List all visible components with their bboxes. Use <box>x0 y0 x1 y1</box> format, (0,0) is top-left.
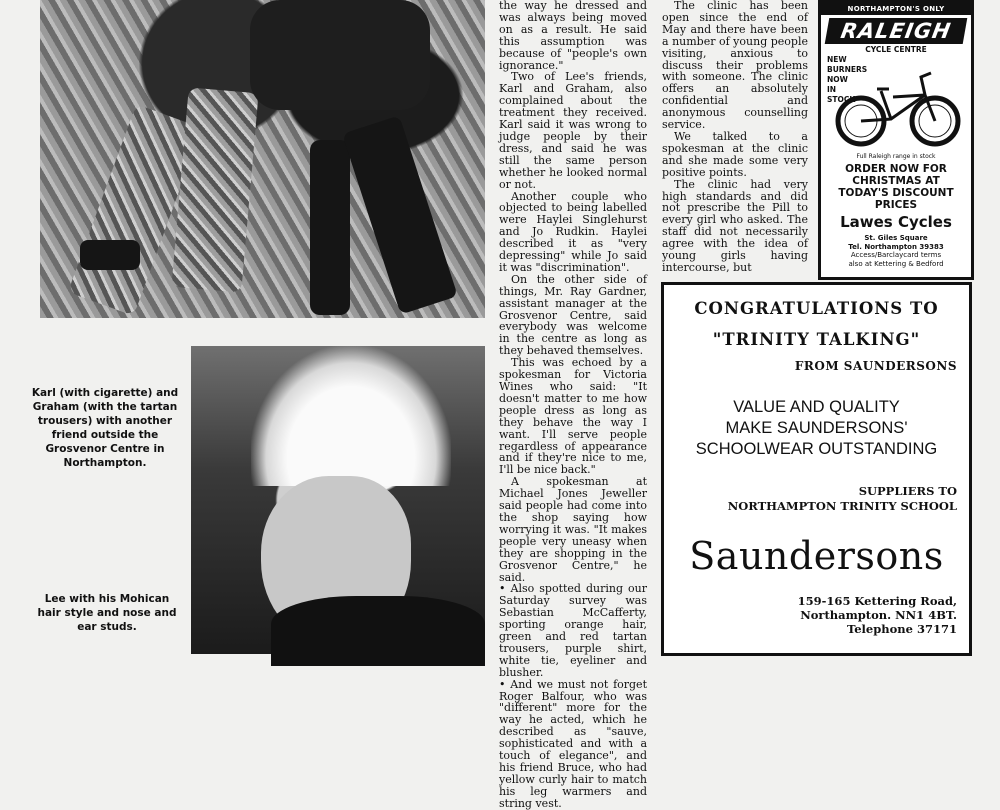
ad-subtitle: CYCLE CENTRE <box>865 45 927 54</box>
ad-from: FROM SAUNDERSONS <box>794 359 957 373</box>
paragraph: Two of Lee's friends, Karl and Graham, also complained about the treatment they received. Karl said it was wrong to judge people by their dress, and said he was still the same person whether he looked normal or not. <box>499 70 647 191</box>
ad-recipient: "TRINITY TALKING" <box>712 330 921 349</box>
paragraph: The clinic has been open since the end of May and there have been a number of young people visiting, anxious to discuss their problems with someone. The clinic offers an absolutely confidential and anonymous counselling service. <box>662 0 808 132</box>
article-column-1 <box>499 0 647 810</box>
burners-text: NEW BURNERS NOW IN STOCK <box>827 55 868 104</box>
photo-karl-graham <box>40 0 485 318</box>
paragraph: We talked to a spokesman at the clinic and she made some very positive points. <box>662 129 808 179</box>
shop-address: St. Giles Square Tel. Northampton 39383 Access/Barclaycard terms also at Kettering & Bedford <box>848 234 944 268</box>
article-column-2 <box>662 0 808 272</box>
order-text: ORDER NOW FOR CHRISTMAS AT TODAY'S DISCOUNT PRICES <box>838 163 954 211</box>
ad-slogan: VALUE AND QUALITY MAKE SAUNDERSONS' SCHOOLWEAR OUTSTANDING <box>695 398 938 458</box>
paragraph: • And we must not forget Roger Balfour, who was "different" more for the way he acted, which he described as "sauve, sophisticated and with a touch of elegance", and his friend Bruce, who had yellow curly hair to match his leg warmers and string vest. <box>499 677 647 810</box>
ad-banner: NORTHAMPTON'S ONLY <box>821 3 971 15</box>
saundersons-logo: Saundersons <box>689 534 944 578</box>
shop-name: Lawes Cycles <box>840 213 952 231</box>
raleigh-logo: RALEIGH <box>825 18 968 44</box>
ad-suppliers: SUPPLIERS TO NORTHAMPTON TRINITY SCHOOL <box>727 484 957 513</box>
saundersons-advert <box>661 282 972 656</box>
paragraph: the way he dressed and was always being moved on as a result. He said this assumption was because of "people's own ignorance." <box>499 0 647 72</box>
caption-karl-graham: Karl (with cigarette) and Graham (with the tartan trousers) with another friend outside the Grosvenor Centre in Northampton. <box>31 387 179 469</box>
photo-lee-mohican <box>191 346 485 654</box>
raleigh-advert <box>818 0 974 280</box>
paragraph: The clinic had very high standards and did not prescribe the Pill to every girl who asked. The staff did not necessarily agree with the idea of young girls having intercourse, but <box>662 177 808 274</box>
range-note: Full Raleigh range in stock <box>856 153 936 160</box>
caption-lee: Lee with his Mohican hair style and nose and ear studs. <box>37 593 177 633</box>
paragraph: On the other side of things, Mr. Ray Gardner, assistant manager at the Grosvenor Centre, said everybody was welcome in the centre as long as they behaved themselves. <box>499 272 647 358</box>
ad-address: 159-165 Kettering Road, Northampton. NN1 4BT. Telephone 37171 <box>797 594 957 636</box>
paragraph: Another couple who objected to being labelled were Haylei Singlehurst and Jo Rudkin. Haylei described it as "very depressing" while Jo said it was "discrimination". <box>499 189 647 274</box>
paragraph: A spokesman at Michael Jones Jeweller said people had come into the shop saying how worrying it was. "It makes people very uneasy when they are shopping in the Grosvenor Centre," he said. <box>499 475 647 584</box>
paragraph: • Also spotted during our Saturday survey was Sebastian McCafferty, sporting orange hair, green and red tartan trousers, purple shirt, white tie, eyeliner and blusher. <box>499 582 647 679</box>
ad-headline: CONGRATULATIONS TO <box>694 299 939 318</box>
paragraph: This was echoed by a spokesman for Victoria Wines who said: "It doesn't matter to me how people dress as long as they behave the way I want. I'll serve people regardless of appearance and if they're nice to me, I'll be nice back." <box>499 356 647 477</box>
bicycle-icon <box>833 59 963 154</box>
